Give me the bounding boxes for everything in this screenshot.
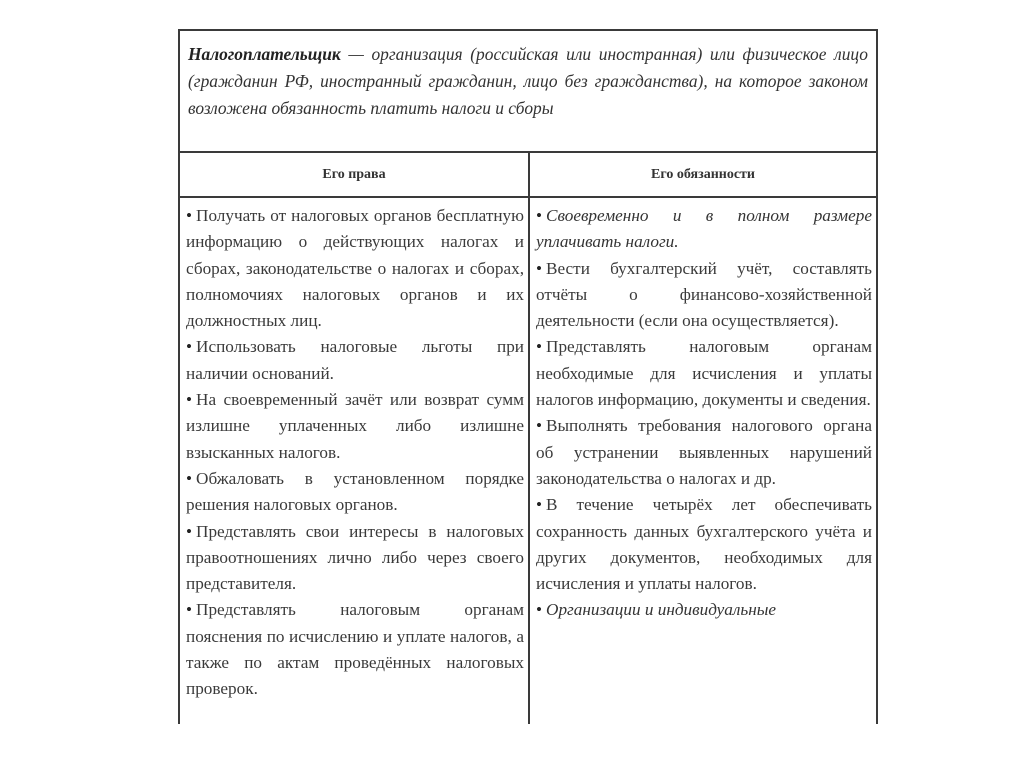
definition-dash: — — [340, 44, 372, 64]
duties-list — [536, 203, 872, 624]
duties-item: • Представлять налоговым органам необходимые для исчисления и уплаты налогов информацию, документы и сведения. — [536, 337, 872, 410]
definition-term: Налогоплательщик — [188, 44, 341, 64]
bullet-icon: • — [536, 258, 543, 278]
bullet-icon: • — [186, 206, 193, 225]
duties-item: • Организации и индивидуальные — [536, 600, 776, 620]
rights-column-header: Его права — [322, 167, 386, 182]
rights-item: • Получать от налоговых органов бесплатную информацию о действующих налогах и сборах, законодательстве о налогах и сборах, полномочиях налоговых органов и их должностных лиц. — [186, 206, 524, 331]
duties-item: • Вести бухгалтерский учёт, составлять отчёты о финансово-хозяйственной деятельности (если она осуществляется). — [536, 258, 872, 331]
duties-column-header: Его обязанности — [651, 167, 755, 182]
definition-text: организация (российская или иностранная) или физическое лицо (гражданин РФ, иностранный гражданин, лицо без гражданства), на которое законом возложена обязанность платить налоги и сборы — [188, 44, 868, 118]
rights-list — [186, 203, 524, 703]
taxpayer-definition — [180, 31, 876, 153]
rights-item: • Представлять свои интересы в налоговых правоотношениях лично либо через своего представителя. — [186, 521, 524, 594]
bullet-icon: • — [536, 416, 543, 436]
bullet-icon: • — [536, 206, 543, 225]
rights-item: • На своевременный зачёт или возврат сумм излишне уплаченных либо излишне взысканных налогов. — [186, 390, 524, 462]
rights-item: • Представлять налоговым органам пояснения по исчислению и уплате налогов, а также по актам проведённых налоговых проверок. — [186, 600, 524, 699]
bullet-icon: • — [536, 495, 543, 515]
duties-item: • В течение четырёх лет обеспечивать сохранность данных бухгалтерского учёта и других документов, необходимых для исчисления и уплаты налогов. — [536, 495, 872, 594]
bullet-icon: • — [536, 600, 543, 620]
bullet-icon: • — [186, 600, 193, 620]
bullet-icon: • — [186, 337, 193, 357]
duties-item: • Своевременно и в полном размере уплачивать налоги. — [536, 206, 872, 252]
taxpayer-table — [178, 29, 878, 724]
bullet-icon: • — [186, 390, 193, 410]
bullet-icon: • — [186, 468, 193, 488]
column-divider — [528, 153, 530, 724]
bullet-icon: • — [536, 337, 543, 357]
bullet-icon: • — [186, 521, 193, 541]
duties-item: • Выполнять требования налогового органа об устранении выявленных нарушений законодательства о налогах и др. — [536, 416, 872, 488]
rights-item: • Обжаловать в установленном порядке решения налоговых органов. — [186, 468, 524, 515]
rights-item: • Использовать налоговые льготы при наличии оснований. — [186, 337, 524, 383]
